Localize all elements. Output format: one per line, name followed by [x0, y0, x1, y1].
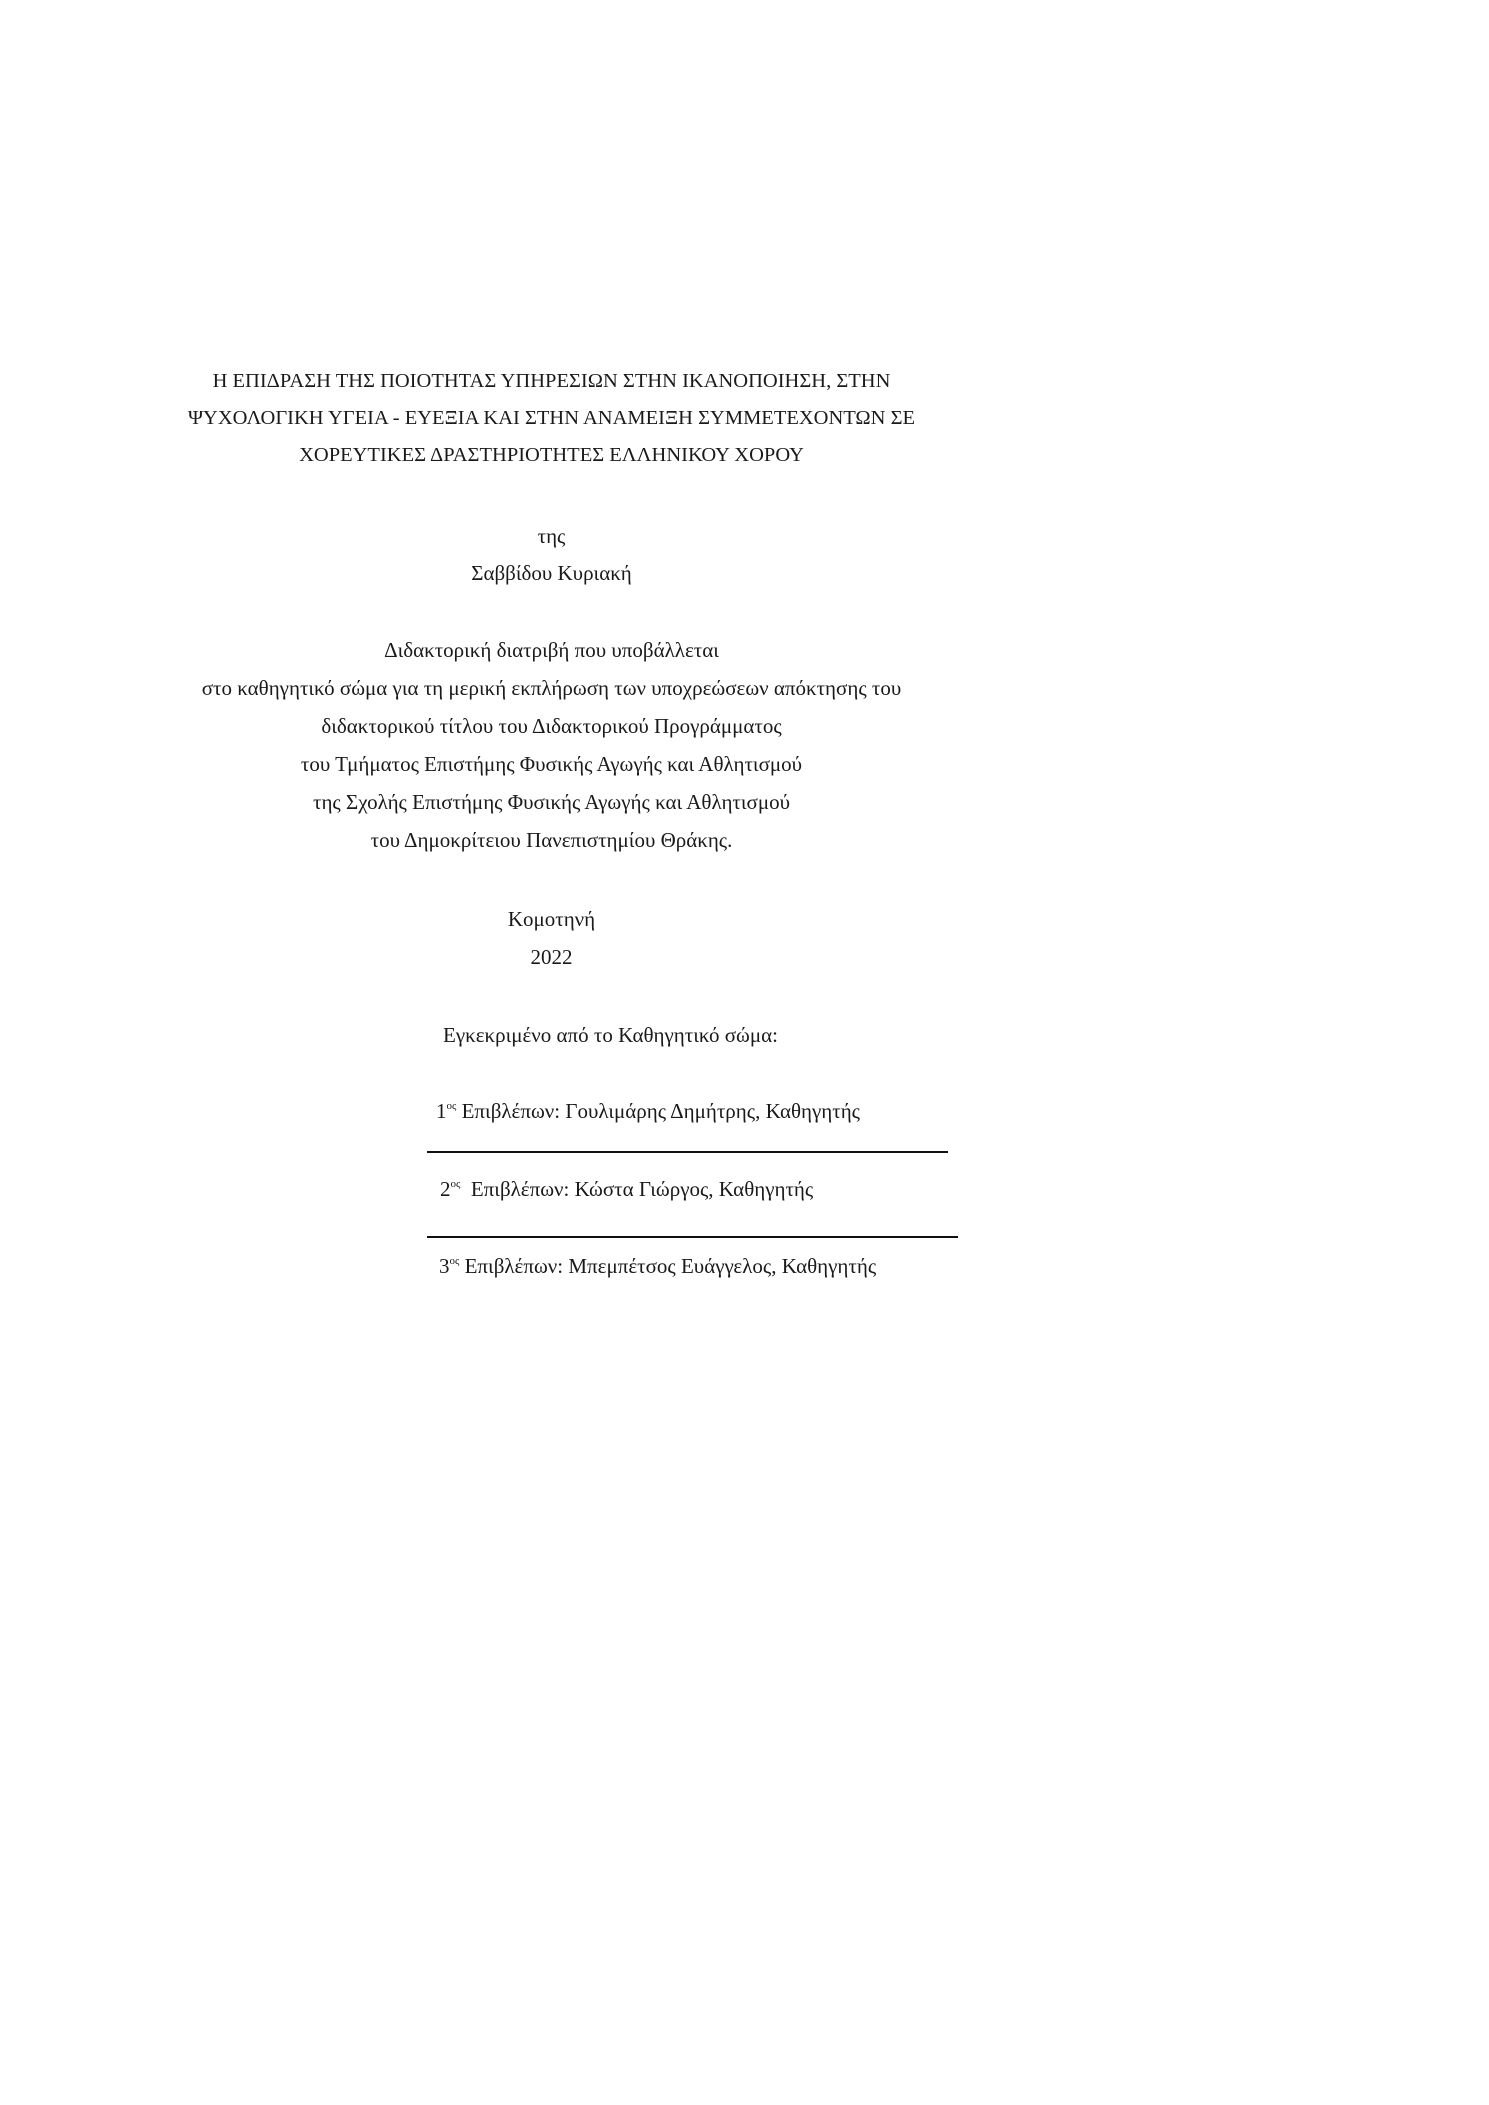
supervisor-3 — [439, 1252, 876, 1280]
supervisor-1 — [436, 1097, 860, 1125]
supervisor-2-ordinal: ος — [450, 1178, 461, 1190]
title-line-1: Η ΕΠΙΔΡΑΣΗ ΤΗΣ ΠΟΙΟΤΗΤΑΣ ΥΠΗΡΕΣΙΩΝ ΣΤΗΝ ΙΚΑΝΟΠΟΙΗΣΗ, ΣΤΗΝ — [212, 370, 891, 392]
signature-line-1 — [427, 1151, 948, 1153]
author-prefix: της — [537, 524, 566, 548]
statement-line-5: της Σχολής Επιστήμης Φυσικής Αγωγής και Αθλητισμού — [313, 790, 790, 814]
supervisor-2-text: Επιβλέπων: Κώστα Γιώργος, Καθηγητής — [460, 1177, 814, 1201]
supervisor-3-ordinal: ος — [449, 1255, 460, 1267]
approval-heading: Εγκεκριμένο από το Καθηγητικό σώμα: — [443, 1023, 778, 1047]
place: Κομοτηνή — [507, 907, 596, 931]
supervisor-1-text: Επιβλέπων: Γουλιμάρης Δημήτρης, Καθηγητής — [456, 1099, 860, 1123]
author-name: Σαββίδου Κυριακή — [471, 561, 632, 585]
signature-line-2 — [427, 1236, 958, 1238]
year: 2022 — [530, 945, 573, 969]
supervisor-3-text: Επιβλέπων: Μπεμπέτσος Ευάγγελος, Καθηγητής — [459, 1254, 877, 1278]
statement-line-4: του Τμήματος Επιστήμης Φυσικής Αγωγής και Αθλητισμού — [300, 752, 803, 776]
supervisor-1-number: 1 — [436, 1099, 447, 1123]
supervisor-3-number: 3 — [439, 1254, 450, 1278]
statement-line-1: Διδακτορική διατριβή που υποβάλλεται — [384, 638, 719, 662]
supervisor-2 — [440, 1175, 813, 1203]
supervisor-2-number: 2 — [440, 1177, 451, 1201]
statement-line-6: του Δημοκρίτειου Πανεπιστημίου Θράκης. — [370, 828, 733, 852]
statement-line-3: διδακτορικού τίτλου του Διδακτορικού Προγράμματος — [321, 714, 782, 738]
statement-line-2: στο καθηγητικό σώμα για τη μερική εκπλήρωση των υποχρεώσεων απόκτησης του — [201, 676, 902, 700]
supervisor-1-ordinal: ος — [446, 1100, 457, 1112]
title-line-2: ΨΥΧΟΛΟΓΙΚΗ ΥΓΕΙΑ - ΕΥΕΞΙΑ ΚΑΙ ΣΤΗΝ ΑΝΑΜΕΙΞΗ ΣΥΜΜΕΤΕΧΟΝΤΩΝ ΣΕ — [187, 407, 916, 429]
title-line-3: ΧΟΡΕΥΤΙΚΕΣ ΔΡΑΣΤΗΡΙΟΤΗΤΕΣ ΕΛΛΗΝΙΚΟΥ ΧΟΡΟΥ — [299, 444, 804, 466]
